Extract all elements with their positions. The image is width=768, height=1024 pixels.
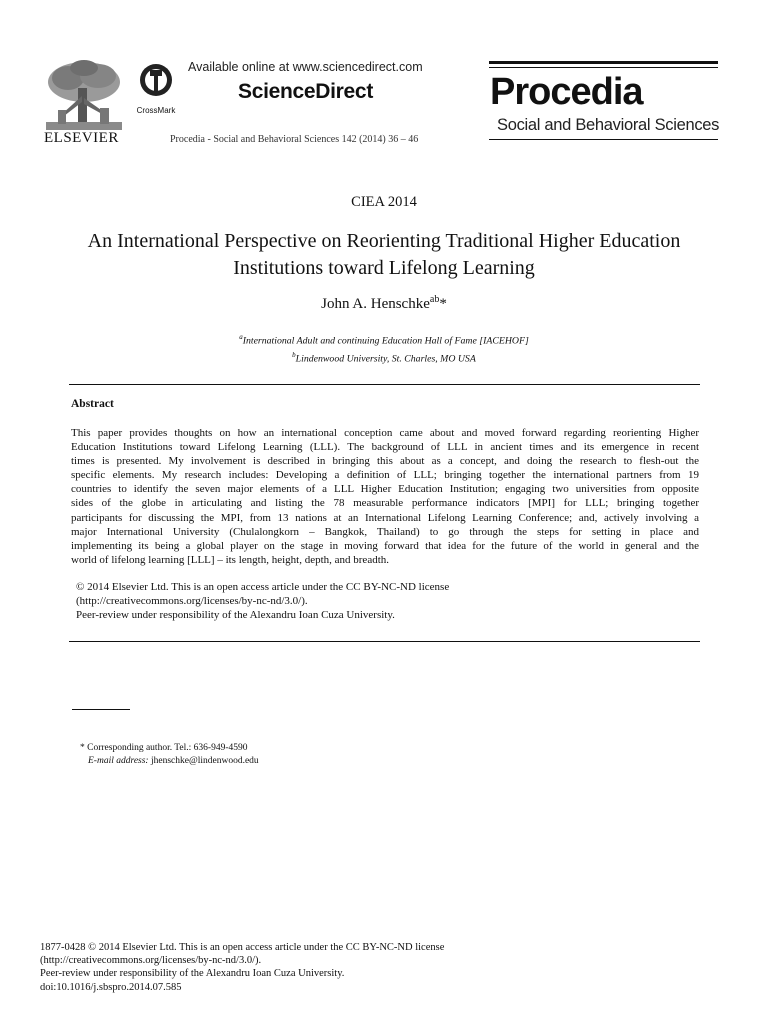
license-block — [76, 580, 449, 622]
abstract-line: sides of the globe in articulating and listing the 78 measurable performance indicators [MPI] for LLL; bringing together — [71, 497, 699, 510]
issn-license-link[interactable]: (http://creativecommons.org/licenses/by-nc-nd/3.0/). — [40, 955, 262, 967]
author-affiliation-marks: ab — [429, 294, 440, 305]
procedia-bottom-rule — [489, 139, 718, 140]
affiliation-mark: b — [292, 351, 296, 360]
elsevier-wordmark: ELSEVIER — [44, 130, 119, 146]
affiliation-mark: a — [239, 333, 243, 341]
affiliation-text: Lindenwood University, St. Charles, MO USA — [295, 353, 476, 365]
abstract-line: world of lifelong learning [LLL] – its length, height, depth, and breadth. — [71, 553, 390, 566]
affiliation-b — [0, 348, 768, 366]
procedia-top-rule-thin — [489, 67, 718, 68]
abstract-line: This paper provides thoughts on how an international conception came about and moved forward regarding reorienting Higher — [71, 427, 699, 439]
affiliation-a — [0, 330, 768, 348]
abstract-top-rule — [69, 384, 700, 385]
sciencedirect-logo: ScienceDirect — [238, 80, 374, 103]
issn-license: 1877-0428 © 2014 Elsevier Ltd. This is an open access article under the CC BY-NC-ND license — [40, 942, 445, 953]
procedia-logo: Procedia — [490, 71, 643, 113]
doi[interactable]: doi:10.1016/j.sbspro.2014.07.585 — [40, 981, 182, 993]
email-line — [80, 755, 259, 768]
affiliations — [0, 330, 768, 367]
corresponding-author: * Corresponding author. Tel.: 636-949-4590 — [80, 743, 248, 753]
author-line — [0, 294, 768, 313]
abstract-line: Education Institutions toward Lifelong Learning (LLL). The background of LLL in ancient times and its emergence in recent — [71, 441, 699, 454]
conference-name: CIEA 2014 — [351, 194, 417, 210]
issn-peer-review: Peer-review under responsibility of the Alexandru Ioan Cuza University. — [40, 968, 345, 980]
crossmark-label: CrossMark — [136, 106, 176, 115]
procedia-subtitle: Social and Behavioral Sciences — [497, 116, 720, 134]
abstract-body — [71, 426, 699, 567]
abstract-heading: Abstract — [71, 398, 114, 410]
abstract-line: implementing its being a global player on the stage in moving forward that idea for the future of the world in general and the — [71, 539, 699, 552]
corresponding-star: * — [439, 296, 447, 312]
author-name: John A. Henschke — [321, 296, 430, 312]
footnote-rule — [72, 709, 130, 710]
crossmark-badge[interactable] — [132, 62, 180, 114]
abstract-bottom-rule — [69, 641, 700, 642]
issn-block — [40, 941, 444, 994]
affiliation-text: International Adult and continuing Education Hall of Fame [IACEHOF] — [242, 335, 529, 347]
license-link[interactable]: (http://creativecommons.org/licenses/by-nc-nd/3.0/). — [76, 595, 308, 607]
abstract-line: countries to identify the seven major elements of a LLL Higher Education Institution; engaging two universities from opposite — [71, 483, 699, 496]
abstract-line: major International University (Chulalongkorn – Bangkok, Thailand) to go through the steps for setting in place and — [71, 525, 699, 538]
article-title: An International Perspective on Reorienting Traditional Higher Education Institutions toward Lifelong Learning — [87, 230, 681, 279]
procedia-top-rule — [489, 61, 718, 64]
footnote — [80, 742, 259, 768]
license-text: © 2014 Elsevier Ltd. This is an open access article under the CC BY-NC-ND license — [76, 581, 450, 593]
peer-review-text: Peer-review under responsibility of the Alexandru Ioan Cuza University. — [76, 609, 395, 621]
available-online-text: Available online at www.sciencedirect.com — [188, 60, 423, 74]
email-address[interactable]: jhenschke@lindenwood.edu — [150, 756, 259, 766]
email-label: E-mail address: — [88, 756, 149, 766]
journal-citation: Procedia - Social and Behavioral Sciences 142 (2014) 36 – 46 — [170, 134, 419, 145]
abstract-line: participants for discussing the MPI, from 13 nations at an International Lifelong Learning Conference; and, actively involving a — [71, 511, 699, 524]
crossmark-icon — [132, 62, 180, 102]
abstract-line: times is presented. My involvement is described in bringing this about as a concept, and doing the research to flesh-out the — [71, 455, 699, 468]
abstract-line: specific elements. My research includes: Developing a definition of LLL; bringing together the international partners from 19 — [71, 469, 699, 482]
